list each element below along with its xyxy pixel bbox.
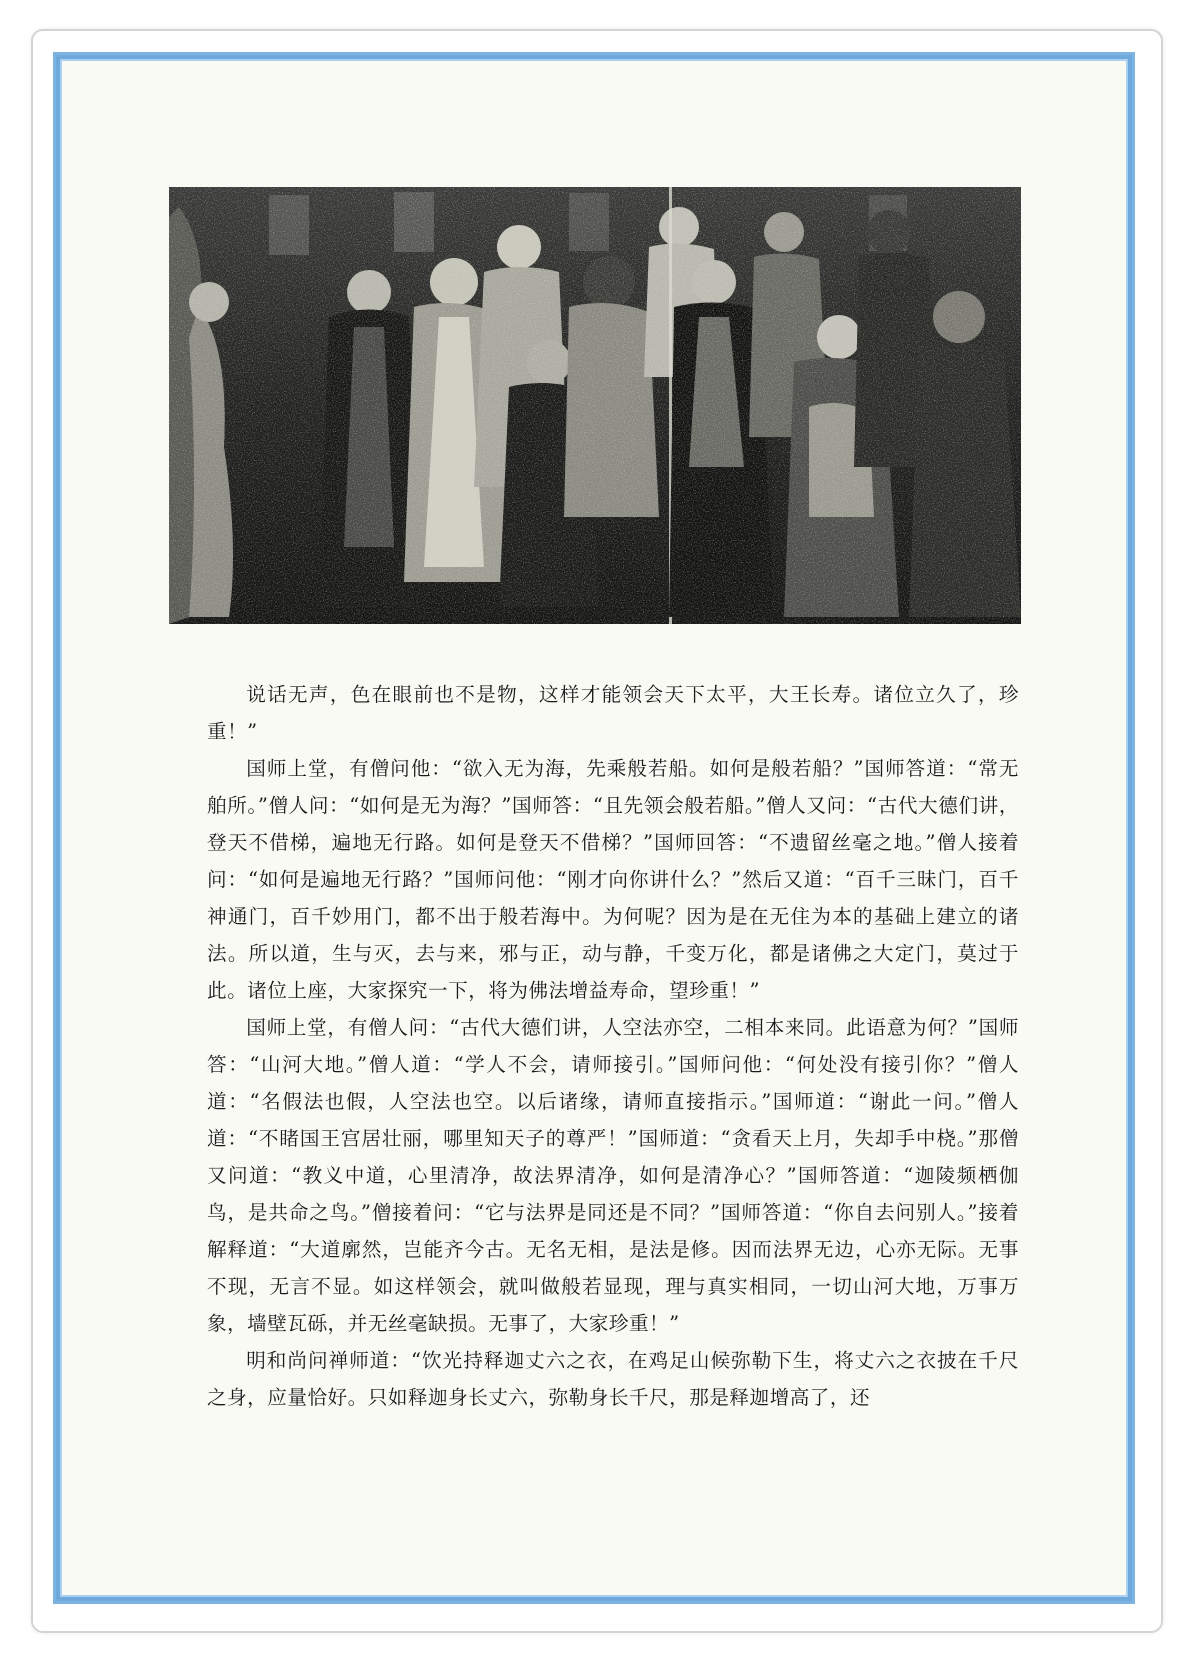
paragraph-3: 国师上堂，有僧人问：“古代大德们讲，人空法亦空，二相本来同。此语意为何？”国师答：“山河大地。”僧人道：“学人不会，请师接引。”国师问他：“何处没有接引你？”僧人道：“名假法也假，人空法也空。以后诸缘，请师直接指示。”国师道：“谢此一问。”僧人道：“不睹国王宫居壮丽，哪里知天子的尊严！”国师道：“贪看天上月，失却手中桡。”那僧又问道：“教义中道，心里清净，故法界清净，如何是清净心？”国师答道：“迦陵频栖伽鸟，是共命之鸟。”僧接着问：“它与法界是同还是不同？”国师答道：“你自去问别人。”接着解释道：“大道廓然，岂能齐今古。无名无相，是法是修。因而法界无边，心亦无际。无事不现，无言不显。如这样领会，就叫做般若显现，理与真实相同，一切山河大地，万事万象，墙壁瓦砾，并无丝毫缺损。无事了，大家珍重！” [207, 1016, 1019, 1335]
paragraph-1: 说话无声，色在眼前也不是物，这样才能领会天下太平，大王长寿。诸位立久了，珍重！” [207, 683, 1019, 743]
mural-image [169, 187, 1021, 624]
paragraph-4: 明和尚问禅师道：“饮光持释迦丈六之衣，在鸡足山候弥勒下生，将丈六之衣披在千尺之身，应量恰好。只如释迦身长丈六，弥勒身长千尺，那是释迦增高了，还 [207, 1349, 1019, 1409]
body-text [207, 676, 1019, 1416]
page-frame-inner [60, 59, 1128, 1597]
mural-illustration [169, 187, 1021, 624]
page-frame [53, 52, 1135, 1604]
scanned-page [62, 61, 1126, 1595]
paragraph-2: 国师上堂，有僧问他：“欲入无为海，先乘般若船。如何是般若船？”国师答道：“常无舶所。”僧人问：“如何是无为海？”国师答：“且先领会般若船。”僧人又问：“古代大德们讲，登天不借梯，遍地无行路。如何是登天不借梯？”国师回答：“不遗留丝毫之地。”僧人接着问：“如何是遍地无行路？”国师问他：“刚才向你讲什么？”然后又道：“百千三昧门，百千神通门，百千妙用门，都不出于般若海中。为何呢？因为是在无住为本的基础上建立的诸法。所以道，生与灭，去与来，邪与正，动与静，千变万化，都是诸佛之大定门，莫过于此。诸位上座，大家探究一下，将为佛法增益寿命，望珍重！” [207, 757, 1019, 1002]
